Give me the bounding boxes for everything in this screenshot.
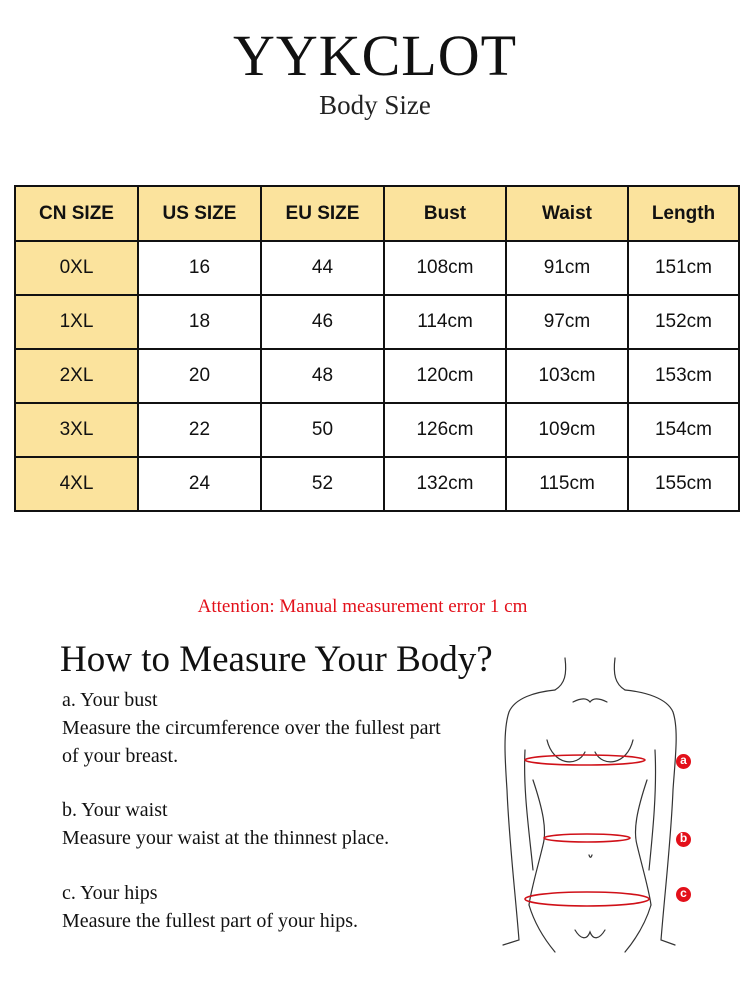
body-outline-icon	[495, 640, 715, 960]
cell-length: 153cm	[628, 349, 739, 403]
cell-cn-size: 4XL	[15, 457, 138, 511]
cell-us-size: 18	[138, 295, 261, 349]
header-us-size: US SIZE	[138, 186, 261, 241]
step-hips	[62, 879, 358, 935]
cell-bust: 132cm	[384, 457, 506, 511]
cell-waist: 97cm	[506, 295, 628, 349]
header-waist: Waist	[506, 186, 628, 241]
cell-waist: 109cm	[506, 403, 628, 457]
marker-a-icon: a	[676, 754, 691, 769]
step-waist	[62, 796, 389, 852]
body-figure-illustration	[495, 640, 715, 965]
howto-heading: How to Measure Your Body?	[60, 639, 493, 680]
cell-length: 151cm	[628, 241, 739, 295]
cell-waist: 103cm	[506, 349, 628, 403]
cell-bust: 126cm	[384, 403, 506, 457]
cell-length: 155cm	[628, 457, 739, 511]
attention-note: Attention: Manual measurement error 1 cm	[197, 596, 528, 617]
step-bust	[62, 686, 441, 770]
cell-waist: 91cm	[506, 241, 628, 295]
cell-eu-size: 50	[261, 403, 384, 457]
cell-length: 154cm	[628, 403, 739, 457]
table-row	[15, 295, 739, 349]
brand-title: YYKCLOT	[232, 23, 518, 88]
table-row	[15, 241, 739, 295]
cell-eu-size: 48	[261, 349, 384, 403]
step-hips-title: c. Your hips	[62, 882, 158, 904]
table-row	[15, 349, 739, 403]
step-bust-title: a. Your bust	[62, 689, 158, 711]
step-waist-line1: Measure your waist at the thinnest place.	[62, 827, 390, 849]
cell-cn-size: 3XL	[15, 403, 138, 457]
cell-us-size: 20	[138, 349, 261, 403]
table-row	[15, 403, 739, 457]
page-subtitle: Body Size	[319, 90, 431, 120]
cell-us-size: 24	[138, 457, 261, 511]
step-waist-title: b. Your waist	[62, 799, 168, 821]
header-length: Length	[628, 186, 739, 241]
header-eu-size: EU SIZE	[261, 186, 384, 241]
cell-cn-size: 0XL	[15, 241, 138, 295]
marker-c-icon: c	[676, 887, 691, 902]
cell-eu-size: 44	[261, 241, 384, 295]
header-bust: Bust	[384, 186, 506, 241]
step-bust-line2: of your breast.	[62, 745, 179, 767]
cell-bust: 114cm	[384, 295, 506, 349]
cell-length: 152cm	[628, 295, 739, 349]
cell-bust: 108cm	[384, 241, 506, 295]
cell-eu-size: 46	[261, 295, 384, 349]
step-bust-line1: Measure the circumference over the fullest part	[62, 717, 441, 739]
header-cn-size: CN SIZE	[15, 186, 138, 241]
step-hips-line1: Measure the fullest part of your hips.	[62, 910, 359, 932]
cell-eu-size: 52	[261, 457, 384, 511]
table-header-row	[15, 186, 739, 241]
size-table	[14, 185, 740, 512]
table-row	[15, 457, 739, 511]
cell-cn-size: 2XL	[15, 349, 138, 403]
cell-us-size: 16	[138, 241, 261, 295]
cell-us-size: 22	[138, 403, 261, 457]
marker-b-icon: b	[676, 832, 691, 847]
cell-cn-size: 1XL	[15, 295, 138, 349]
cell-waist: 115cm	[506, 457, 628, 511]
cell-bust: 120cm	[384, 349, 506, 403]
